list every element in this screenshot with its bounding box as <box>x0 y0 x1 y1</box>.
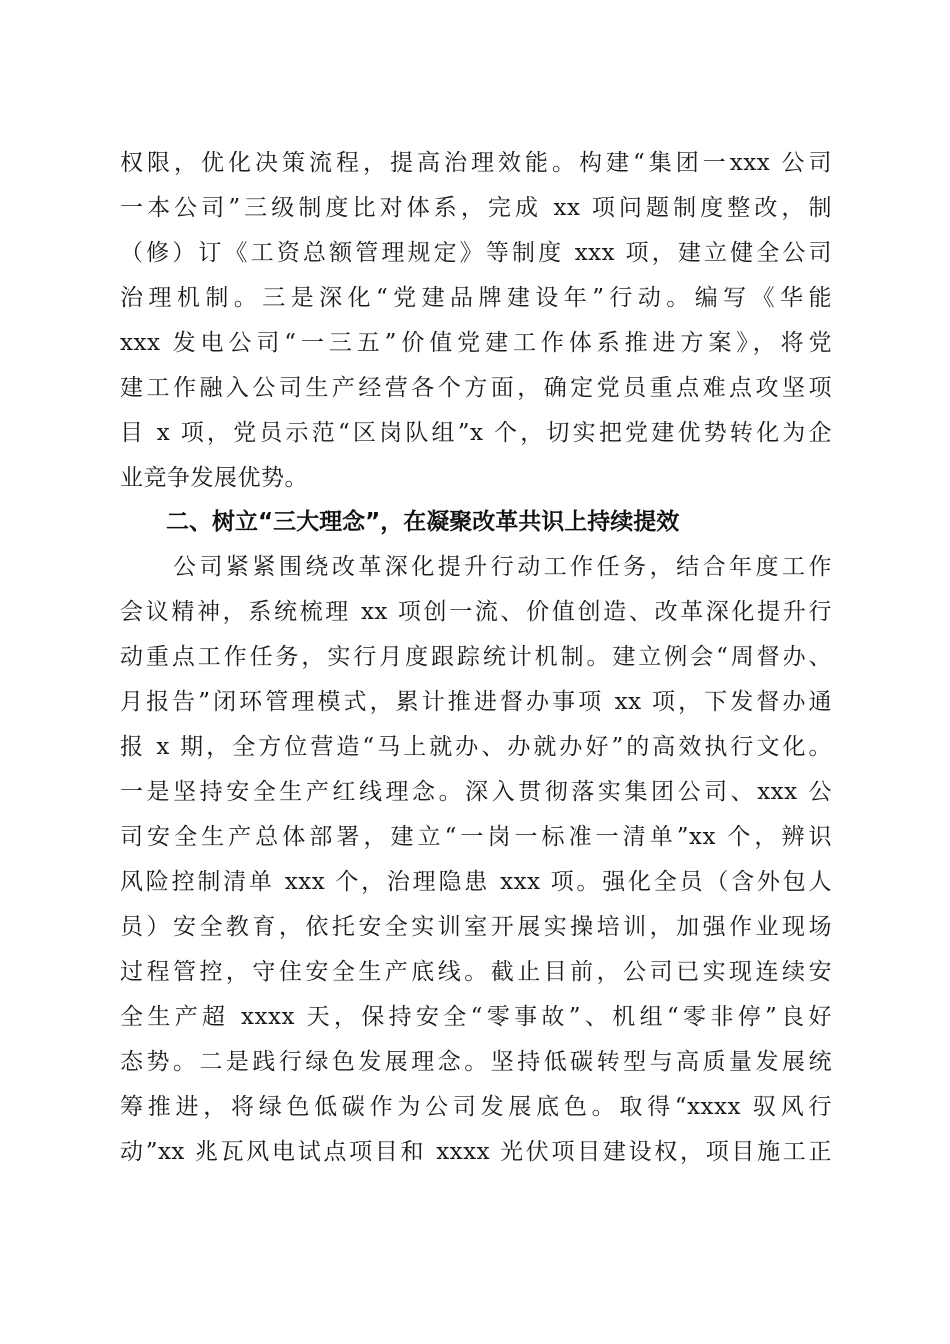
text-line: 报 x 期，全方位营造“马上就办、办就办好”的高效执行文化。 <box>120 734 832 760</box>
text-line: 权限，优化决策流程，提高治理效能。构建“集团一xxx 公司 <box>120 150 832 176</box>
text-line: 建工作融入公司生产经营各个方面，确定党员重点难点攻坚项 <box>120 375 832 401</box>
text-line: 治理机制。三是深化“党建品牌建设年”行动。编写《华能 <box>120 285 832 311</box>
text-line: 公司紧紧围绕改革深化提升行动工作任务，结合年度工作 <box>120 554 832 580</box>
text-line: xxx 发电公司“一三五”价值党建工作体系推进方案》，将党 <box>120 330 832 356</box>
text-line: 动”xx 兆瓦风电试点项目和 xxxx 光伏项目建设权，项目施工正 <box>120 1139 832 1165</box>
text-line: 一是坚持安全生产红线理念。深入贯彻落实集团公司、xxx 公 <box>120 779 832 805</box>
text-line: 目 x 项，党员示范“区岗队组”x 个，切实把党建优势转化为企 <box>120 420 832 446</box>
paragraph-2 <box>120 545 832 1175</box>
text-line: 动重点工作任务，实行月度跟踪统计机制。建立例会“周督办、 <box>120 644 832 670</box>
text-line: 一本公司”三级制度比对体系，完成 xx 项问题制度整改，制 <box>120 195 832 221</box>
section-heading: 二、树立“三大理念”，在凝聚改革共识上持续提效 <box>166 509 680 535</box>
text-line: 会议精神，系统梳理 xx 项创一流、价值创造、改革深化提升行 <box>120 599 832 625</box>
text-line: 过程管控，守住安全生产底线。截止目前，公司已实现连续安 <box>120 959 832 985</box>
text-line: 月报告”闭环管理模式，累计推进督办事项 xx 项，下发督办通 <box>120 689 832 715</box>
text-line: 员）安全教育，依托安全实训室开展实操培训，加强作业现场 <box>120 914 832 940</box>
text-line: 风险控制清单 xxx 个，治理隐患 xxx 项。强化全员（含外包人 <box>120 869 832 895</box>
text-line: 全生产超 xxxx 天，保持安全“零事故”、机组“零非停”良好 <box>120 1004 832 1030</box>
text-line: 司安全生产总体部署，建立“一岗一标准一清单”xx 个，辨识 <box>120 824 832 850</box>
text-line: 业竞争发展优势。 <box>120 465 308 491</box>
text-line: 态势。二是践行绿色发展理念。坚持低碳转型与高质量发展统 <box>120 1049 832 1075</box>
text-line: （修）订《工资总额管理规定》等制度 xxx 项，建立健全公司 <box>120 240 832 266</box>
text-line: 筹推进，将绿色低碳作为公司发展底色。取得“xxxx 驭风行 <box>120 1094 832 1120</box>
paragraph-1 <box>120 141 832 501</box>
